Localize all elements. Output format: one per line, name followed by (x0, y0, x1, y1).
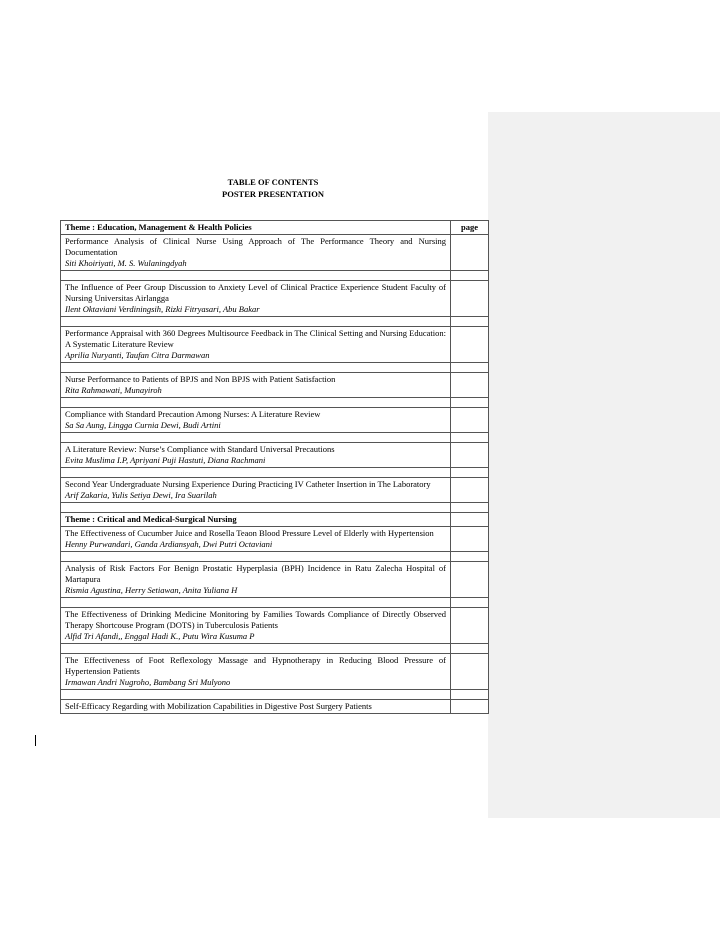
entry-cell (61, 408, 451, 433)
spacer-cell (451, 552, 489, 562)
entry-authors: Arif Zakaria, Yulis Setiya Dewi, Ira Suarilah (65, 490, 217, 500)
entry-title: The Effectiveness of Drinking Medicine Monitoring by Families Towards Compliance of Directly Observed Therapy Shortcouse Program (DOTS) in Tuberculosis Patients (65, 609, 446, 630)
spacer-row (61, 503, 489, 513)
toc-entry (61, 700, 489, 714)
page-cell (451, 478, 489, 503)
spacer-cell (61, 468, 451, 478)
spacer-row (61, 552, 489, 562)
entry-cell (61, 478, 451, 503)
entry-authors: Sa Sa Aung, Lingga Curnia Dewi, Budi Artini (65, 420, 221, 430)
spacer-cell (61, 398, 451, 408)
entry-cell (61, 373, 451, 398)
theme-title: Theme : Education, Management & Health Policies (61, 221, 451, 235)
toc-entry (61, 608, 489, 644)
spacer-row (61, 644, 489, 654)
spacer-cell (451, 398, 489, 408)
entry-title: Nurse Performance to Patients of BPJS and Non BPJS with Patient Satisfaction (65, 374, 336, 384)
spacer-row (61, 317, 489, 327)
spacer-cell (451, 468, 489, 478)
entry-authors: Evita Muslima I.P, Apriyani Puji Hastuti, Diana Rachmani (65, 455, 266, 465)
toc-entry (61, 327, 489, 363)
spacer-cell (61, 598, 451, 608)
entry-title: A Literature Review: Nurse’s Compliance with Standard Universal Precautions (65, 444, 335, 454)
entry-title: Compliance with Standard Precaution Among Nurses: A Literature Review (65, 409, 321, 419)
entry-title: The Influence of Peer Group Discussion to Anxiety Level of Clinical Practice Experience Student Faculty of Nursing Universitas Airlangga (65, 282, 446, 303)
spacer-row (61, 690, 489, 700)
spacer-row (61, 363, 489, 373)
spacer-cell (61, 503, 451, 513)
page-cell (451, 562, 489, 598)
entry-cell (61, 443, 451, 468)
theme-title: Theme : Critical and Medical-Surgical Nursing (61, 513, 451, 527)
page-cell (451, 527, 489, 552)
page-cell (451, 235, 489, 271)
page-cell (451, 608, 489, 644)
entry-authors: Rismia Agustina, Herry Setiawan, Anita Yuliana H (65, 585, 238, 595)
spacer-row (61, 433, 489, 443)
spacer-cell (61, 363, 451, 373)
entry-title: Performance Appraisal with 360 Degrees Multisource Feedback in The Clinical Setting and Nursing Education: A Systematic Literature Review (65, 328, 446, 349)
spacer-cell (451, 644, 489, 654)
page-cell (451, 373, 489, 398)
spacer-row (61, 271, 489, 281)
spacer-cell (451, 690, 489, 700)
toc-entry (61, 408, 489, 433)
entry-authors: Ilent Oktaviani Verdiningsih, Rizki Fitryasari, Abu Bakar (65, 304, 260, 314)
entry-authors: Aprilia Nuryanti, Taufan Citra Darmawan (65, 350, 210, 360)
entry-title: The Effectiveness of Foot Reflexology Massage and Hypnotherapy in Reducing Blood Pressure of Hypertension Patients (65, 655, 446, 676)
text-cursor (35, 735, 36, 746)
entry-cell (61, 327, 451, 363)
entry-cell (61, 700, 451, 714)
spacer-cell (451, 363, 489, 373)
spacer-row (61, 468, 489, 478)
toc-table (60, 220, 489, 714)
entry-cell (61, 281, 451, 317)
entry-authors: Irmawan Andri Nugroho, Bambang Sri Mulyono (65, 677, 231, 687)
comments-pane (488, 112, 720, 818)
entry-cell (61, 654, 451, 690)
entry-cell (61, 235, 451, 271)
toc-entry (61, 281, 489, 317)
toc-entry (61, 373, 489, 398)
spacer-cell (61, 552, 451, 562)
spacer-cell (61, 690, 451, 700)
entry-cell (61, 562, 451, 598)
entry-authors: Rita Rahmawati, Munayiroh (65, 385, 162, 395)
entry-authors: Siti Khoiriyati, M. S. Wulaningdyah (65, 258, 187, 268)
page-cell (451, 443, 489, 468)
spacer-cell (61, 317, 451, 327)
entry-title: Self-Efficacy Regarding with Mobilization Capabilities in Digestive Post Surgery Patients (65, 701, 372, 711)
toc-entry (61, 443, 489, 468)
entry-title: Second Year Undergraduate Nursing Experience During Practicing IV Catheter Insertion in The Laboratory (65, 479, 431, 489)
spacer-cell (61, 271, 451, 281)
entry-authors: Alfid Tri Afandi,, Enggal Hadi K., Putu Wira Kusuma P (65, 631, 255, 641)
spacer-cell (451, 271, 489, 281)
toc-heading: TABLE OF CONTENTS (227, 177, 319, 187)
spacer-row (61, 598, 489, 608)
entry-cell (61, 527, 451, 552)
toc-entry (61, 235, 489, 271)
spacer-cell (451, 433, 489, 443)
spacer-row (61, 398, 489, 408)
entry-title: Analysis of Risk Factors For Benign Prostatic Hyperplasia (BPH) Incidence in Ratu Zalecha Hospital of Martapura (65, 563, 446, 584)
page-cell (451, 408, 489, 433)
toc-entry (61, 527, 489, 552)
theme-row (61, 513, 489, 527)
spacer-cell (451, 317, 489, 327)
page-cell (451, 281, 489, 317)
spacer-cell (61, 433, 451, 443)
entry-title: Performance Analysis of Clinical Nurse Using Approach of The Performance Theory and Nursing Documentation (65, 236, 446, 257)
toc-entry (61, 562, 489, 598)
page-cell (451, 327, 489, 363)
spacer-cell (61, 644, 451, 654)
theme-row (61, 221, 489, 235)
spacer-cell (451, 503, 489, 513)
page-cell (451, 700, 489, 714)
entry-title: The Effectiveness of Cucumber Juice and Rosella Teaon Blood Pressure Level of Elderly with Hypertension (65, 528, 434, 538)
section-heading: POSTER PRESENTATION (222, 189, 324, 199)
entry-authors: Henny Purwandari, Ganda Ardiansyah, Dwi Putri Octaviani (65, 539, 273, 549)
toc-entry (61, 654, 489, 690)
page-column-header: page (451, 221, 489, 235)
spacer-cell (451, 598, 489, 608)
page-cell (451, 513, 489, 527)
toc-entry (61, 478, 489, 503)
page-cell (451, 654, 489, 690)
entry-cell (61, 608, 451, 644)
